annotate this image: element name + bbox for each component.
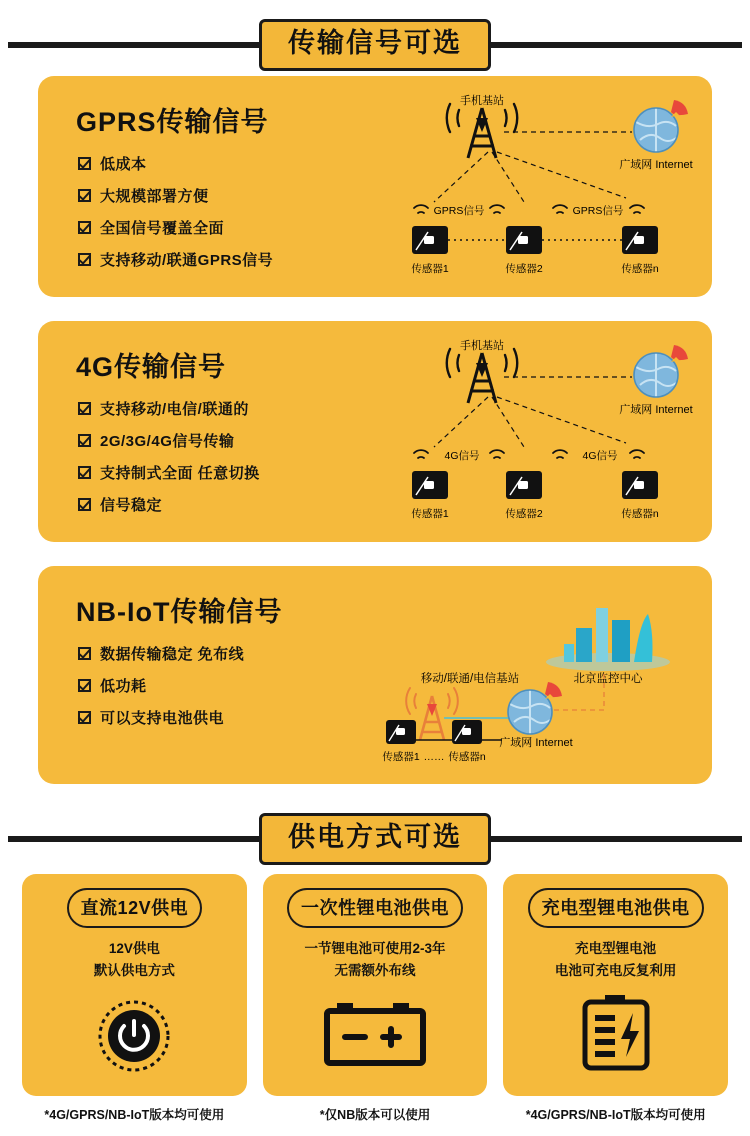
check-icon: [78, 157, 91, 170]
svg-text:传感器1: 传感器1: [411, 508, 449, 520]
power-option-desc-line1: 12V供电: [108, 941, 160, 956]
list-item: [78, 494, 390, 515]
feature-label: 低功耗: [100, 678, 147, 695]
list-item: [78, 675, 390, 696]
power-option-note: *仅NB版本可以使用: [319, 1108, 431, 1122]
card-nbiot: [38, 566, 712, 784]
power-option-primary-lithium: [263, 874, 488, 1123]
power-option-title: 充电型锂电池供电: [528, 888, 704, 928]
internet-label: 广域网 Internet: [499, 737, 573, 749]
svg-text:传感器1: 传感器1: [411, 263, 449, 275]
base-station-label: 移动/联通/电信基站: [420, 673, 520, 685]
list-item: [78, 249, 390, 270]
power-section-banner: [0, 808, 750, 870]
power-banner-label: 供电方式可选: [259, 813, 491, 865]
check-icon: [78, 466, 91, 479]
power-option-desc-line1: 充电型锂电池: [575, 941, 657, 956]
power-option-desc-line2: 电池可充电反复利用: [554, 962, 677, 978]
power-option-note: *4G/GPRS/NB-IoT版本均可使用: [44, 1108, 225, 1122]
feature-label: 支持制式全面 任意切换: [100, 465, 260, 482]
check-icon: [78, 221, 91, 234]
svg-text:传感器n: 传感器n: [621, 508, 659, 520]
list-item: [78, 462, 390, 483]
feature-label: 支持移动/电信/联通的: [100, 401, 249, 418]
feature-label: 低成本: [100, 156, 147, 173]
feature-label: 可以支持电池供电: [100, 710, 225, 727]
feature-label: 2G/3G/4G信号传输: [100, 433, 235, 450]
card-gprs: [38, 76, 712, 297]
base-station-label: 手机基站: [460, 340, 504, 352]
signal-label-1: 4G信号: [444, 450, 480, 462]
signal-section-banner: [0, 14, 750, 76]
card-nbiot-feature-list: [78, 643, 390, 728]
nbiot-network-diagram: [358, 594, 708, 774]
feature-label: 信号稳定: [100, 497, 163, 514]
battery-box-icon: [323, 999, 427, 1078]
check-icon: [78, 679, 91, 692]
card-gprs-title: GPRS传输信号: [76, 107, 269, 137]
list-item: [78, 153, 390, 174]
power-option-desc-line2: 默认供电方式: [93, 962, 175, 978]
svg-text:传感器n: 传感器n: [621, 263, 659, 275]
card-nbiot-title: NB-IoT传输信号: [76, 597, 283, 627]
power-button-icon: [97, 999, 171, 1078]
check-icon: [78, 189, 91, 202]
check-icon: [78, 498, 91, 511]
power-option-desc-line2: 无需额外布线: [334, 962, 416, 978]
list-item: [78, 185, 390, 206]
svg-text:传感器1: 传感器1: [382, 751, 420, 763]
list-item: [78, 398, 390, 419]
check-icon: [78, 711, 91, 724]
signal-banner-label: 传输信号可选: [259, 19, 491, 71]
card-4g-title: 4G传输信号: [76, 352, 227, 382]
internet-label: 广域网 Internet: [619, 159, 693, 171]
card-4g-feature-list: [78, 398, 390, 515]
list-item: [78, 217, 390, 238]
gprs-network-diagram: [364, 86, 704, 281]
power-option-dc12v: [22, 874, 247, 1123]
power-option-note: *4G/GPRS/NB-IoT版本均可使用: [525, 1108, 706, 1123]
check-icon: [78, 402, 91, 415]
check-icon: [78, 434, 91, 447]
power-options-row: [22, 874, 728, 1123]
svg-text:传感器2: 传感器2: [505, 263, 543, 275]
power-option-title: 直流12V供电: [67, 888, 203, 928]
signal-label-2: GPRS信号: [572, 205, 624, 217]
card-4g: [38, 321, 712, 542]
monitor-center-label: 北京监控中心: [573, 673, 643, 685]
signal-label-1: GPRS信号: [433, 205, 485, 217]
power-option-title: 一次性锂电池供电: [287, 888, 463, 928]
power-option-rechargeable-lithium: [503, 874, 728, 1123]
internet-label: 广域网 Internet: [619, 404, 693, 416]
svg-text:……: ……: [423, 751, 445, 763]
list-item: [78, 707, 390, 728]
card-gprs-feature-list: [78, 153, 390, 270]
list-item: [78, 643, 390, 664]
fourg-network-diagram: [364, 331, 704, 526]
feature-label: 支持移动/联通GPRS信号: [100, 252, 274, 269]
base-station-label: 手机基站: [460, 95, 504, 107]
power-option-desc-line1: 一节锂电池可使用2-3年: [304, 941, 446, 956]
feature-label: 数据传输稳定 免布线: [100, 646, 245, 663]
feature-label: 大规模部署方便: [100, 188, 209, 205]
check-icon: [78, 253, 91, 266]
feature-label: 全国信号覆盖全面: [100, 220, 225, 237]
rechargeable-battery-icon: [577, 993, 655, 1078]
list-item: [78, 430, 390, 451]
svg-text:传感器2: 传感器2: [505, 508, 543, 520]
svg-text:传感器n: 传感器n: [448, 751, 486, 763]
signal-label-2: 4G信号: [582, 450, 618, 462]
check-icon: [78, 647, 91, 660]
